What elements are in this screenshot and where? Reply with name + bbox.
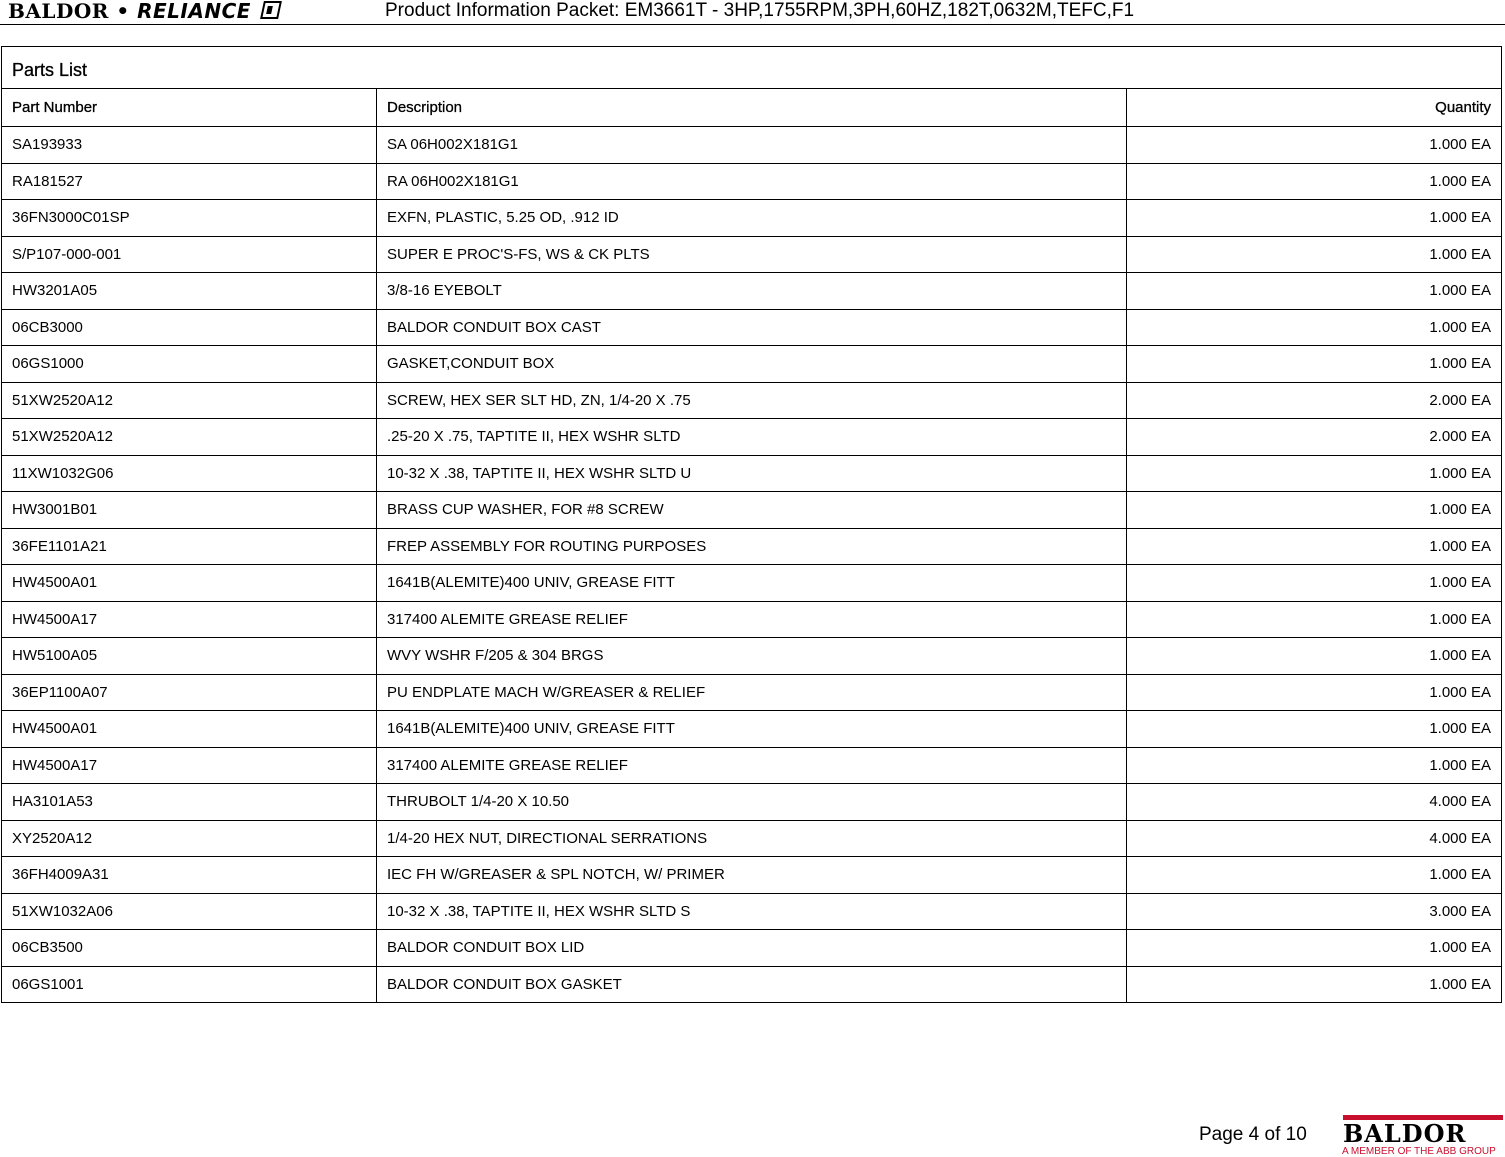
quantity-cell: 1.000 EA [1127,492,1502,529]
table-row [2,638,1502,675]
table-row [2,419,1502,456]
part-number-cell: 06CB3500 [2,930,377,967]
part-number-cell: RA181527 [2,163,377,200]
table-row [2,930,1502,967]
table-row [2,382,1502,419]
description-cell: 317400 ALEMITE GREASE RELIEF [377,601,1127,638]
description-cell: PU ENDPLATE MACH W/GREASER & RELIEF [377,674,1127,711]
page-number: Page 4 of 10 [1199,1124,1307,1145]
quantity-cell: 1.000 EA [1127,747,1502,784]
description-cell: 10-32 X .38, TAPTITE II, HEX WSHR SLTD U [377,455,1127,492]
quantity-cell: 1.000 EA [1127,273,1502,310]
reliance-mark-icon [260,1,282,19]
table-row [2,492,1502,529]
table-row [2,528,1502,565]
description-cell: SCREW, HEX SER SLT HD, ZN, 1/4-20 X .75 [377,382,1127,419]
table-row [2,674,1502,711]
quantity-cell: 1.000 EA [1127,163,1502,200]
description-cell: THRUBOLT 1/4-20 X 10.50 [377,784,1127,821]
quantity-cell: 1.000 EA [1127,127,1502,164]
quantity-cell: 2.000 EA [1127,382,1502,419]
table-row [2,893,1502,930]
baldor-reliance-logo [8,0,280,21]
quantity-cell: 1.000 EA [1127,346,1502,383]
quantity-cell: 1.000 EA [1127,236,1502,273]
parts-list-caption: Parts List [2,47,1502,89]
description-cell: EXFN, PLASTIC, 5.25 OD, .912 ID [377,200,1127,237]
logo-baldor-text: BALDOR [8,0,109,23]
part-number-cell: HW4500A17 [2,747,377,784]
column-header-quantity: Quantity [1127,89,1502,127]
quantity-cell: 4.000 EA [1127,820,1502,857]
baldor-footer-logo [1340,1115,1505,1157]
description-cell: 1/4-20 HEX NUT, DIRECTIONAL SERRATIONS [377,820,1127,857]
column-header-description: Description [377,89,1127,127]
table-row [2,747,1502,784]
description-cell: 317400 ALEMITE GREASE RELIEF [377,747,1127,784]
logo-reliance-text: RELIANCE [137,0,251,23]
description-cell: IEC FH W/GREASER & SPL NOTCH, W/ PRIMER [377,857,1127,894]
part-number-cell: 36EP1100A07 [2,674,377,711]
quantity-cell: 4.000 EA [1127,784,1502,821]
parts-list-table [1,46,1502,1003]
footer-logo-tagline: A MEMBER OF THE ABB GROUP [1342,1146,1496,1157]
part-number-cell: 06GS1000 [2,346,377,383]
table-row [2,455,1502,492]
part-number-cell: S/P107-000-001 [2,236,377,273]
description-cell: WVY WSHR F/205 & 304 BRGS [377,638,1127,675]
table-row [2,966,1502,1003]
description-cell: SA 06H002X181G1 [377,127,1127,164]
table-row [2,163,1502,200]
description-cell: BRASS CUP WASHER, FOR #8 SCREW [377,492,1127,529]
quantity-cell: 1.000 EA [1127,309,1502,346]
footer-logo-word: BALDOR [1343,1119,1467,1148]
table-row [2,127,1502,164]
description-cell: 1641B(ALEMITE)400 UNIV, GREASE FITT [377,711,1127,748]
part-number-cell: HW4500A01 [2,711,377,748]
parts-list-body [2,127,1502,1003]
description-cell: 1641B(ALEMITE)400 UNIV, GREASE FITT [377,565,1127,602]
page-header [0,0,1505,25]
quantity-cell: 1.000 EA [1127,966,1502,1003]
table-row [2,820,1502,857]
part-number-cell: HW3001B01 [2,492,377,529]
description-cell: 3/8-16 EYEBOLT [377,273,1127,310]
table-row [2,857,1502,894]
document-title: Product Information Packet: EM3661T - 3HP,1755RPM,3PH,60HZ,182T,0632M,TEFC,F1 [385,0,1135,21]
part-number-cell: HW3201A05 [2,273,377,310]
quantity-cell: 1.000 EA [1127,857,1502,894]
part-number-cell: 51XW1032A06 [2,893,377,930]
part-number-cell: HW4500A17 [2,601,377,638]
table-row [2,236,1502,273]
quantity-cell: 1.000 EA [1127,565,1502,602]
table-row [2,711,1502,748]
part-number-cell: 51XW2520A12 [2,382,377,419]
part-number-cell: SA193933 [2,127,377,164]
column-header-part-number: Part Number [2,89,377,127]
quantity-cell: 1.000 EA [1127,674,1502,711]
description-cell: BALDOR CONDUIT BOX GASKET [377,966,1127,1003]
description-cell: FREP ASSEMBLY FOR ROUTING PURPOSES [377,528,1127,565]
quantity-cell: 1.000 EA [1127,601,1502,638]
quantity-cell: 1.000 EA [1127,930,1502,967]
part-number-cell: 11XW1032G06 [2,455,377,492]
quantity-cell: 3.000 EA [1127,893,1502,930]
part-number-cell: 06GS1001 [2,966,377,1003]
description-cell: .25-20 X .75, TAPTITE II, HEX WSHR SLTD [377,419,1127,456]
description-cell: BALDOR CONDUIT BOX LID [377,930,1127,967]
part-number-cell: 36FE1101A21 [2,528,377,565]
table-header-row [2,89,1502,127]
table-row [2,784,1502,821]
part-number-cell: 51XW2520A12 [2,419,377,456]
description-cell: RA 06H002X181G1 [377,163,1127,200]
table-row [2,346,1502,383]
part-number-cell: HW5100A05 [2,638,377,675]
part-number-cell: 36FH4009A31 [2,857,377,894]
part-number-cell: HA3101A53 [2,784,377,821]
table-row [2,565,1502,602]
quantity-cell: 1.000 EA [1127,711,1502,748]
description-cell: BALDOR CONDUIT BOX CAST [377,309,1127,346]
table-row [2,273,1502,310]
quantity-cell: 1.000 EA [1127,638,1502,675]
part-number-cell: XY2520A12 [2,820,377,857]
table-row [2,309,1502,346]
description-cell: 10-32 X .38, TAPTITE II, HEX WSHR SLTD S [377,893,1127,930]
description-cell: SUPER E PROC'S-FS, WS & CK PLTS [377,236,1127,273]
table-row [2,601,1502,638]
part-number-cell: 36FN3000C01SP [2,200,377,237]
quantity-cell: 1.000 EA [1127,455,1502,492]
quantity-cell: 1.000 EA [1127,200,1502,237]
logo-dot: • [116,0,130,23]
table-row [2,200,1502,237]
quantity-cell: 2.000 EA [1127,419,1502,456]
part-number-cell: 06CB3000 [2,309,377,346]
quantity-cell: 1.000 EA [1127,528,1502,565]
part-number-cell: HW4500A01 [2,565,377,602]
description-cell: GASKET,CONDUIT BOX [377,346,1127,383]
